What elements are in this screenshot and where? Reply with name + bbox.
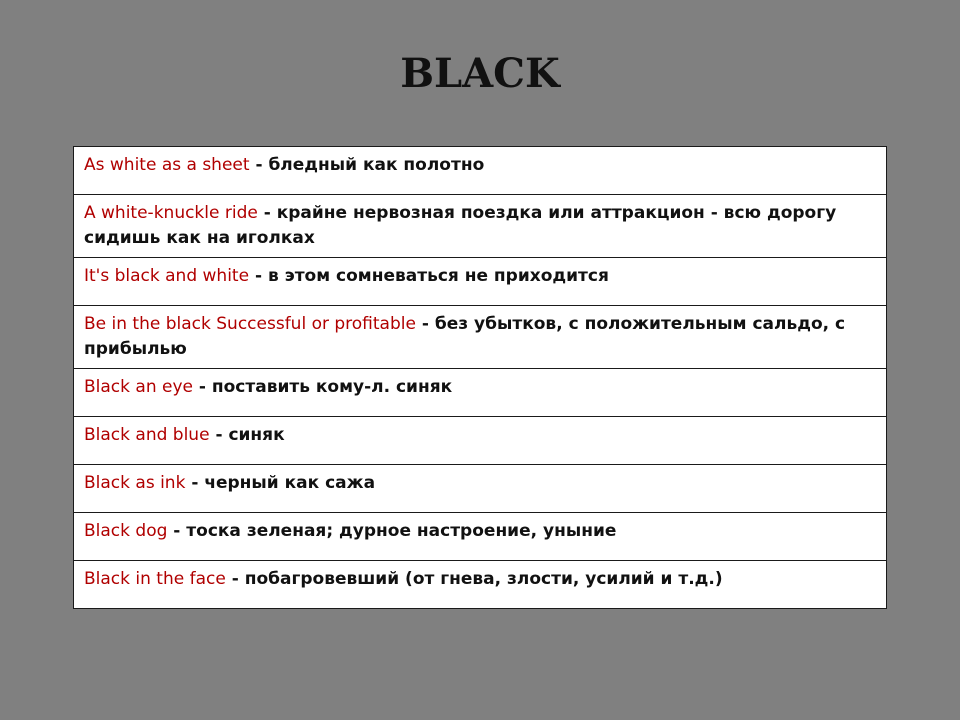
translation-text: - черный как сажа: [185, 473, 376, 493]
idiom-text: Black and blue: [84, 425, 210, 445]
translation-text: - синяк: [209, 425, 285, 445]
idiom-text: Black dog: [84, 521, 168, 541]
table-cell: [74, 195, 887, 258]
translation-text: - бледный как полотно: [249, 155, 485, 175]
translation-text: - побагровевший (от гнева, злости, усилий и т.д.): [225, 569, 723, 589]
table-cell: [74, 258, 887, 306]
translation-text: - крайне нервозная поездка или аттракцион - всю дорогу сидишь как на иголках: [84, 203, 837, 248]
table-row: [74, 195, 887, 258]
table-row: [74, 513, 887, 561]
table-cell: [74, 369, 887, 417]
idiom-text: As white as a sheet: [84, 155, 250, 175]
table-cell: [74, 561, 887, 609]
table-row: [74, 417, 887, 465]
slide-title: BLACK: [400, 50, 560, 97]
idiom-text: A white-knuckle ride: [84, 203, 258, 223]
table-row: [74, 561, 887, 609]
idiom-text: Black as ink: [84, 473, 186, 493]
table-cell: [74, 465, 887, 513]
table-cell: [74, 417, 887, 465]
table-cell: [74, 147, 887, 195]
idiom-text: It's black and white: [84, 266, 250, 286]
translation-text: - поставить кому-л. синяк: [192, 377, 453, 397]
translation-text: - в этом сомневаться не приходится: [249, 266, 609, 286]
table-cell: [74, 306, 887, 369]
table-row: [74, 258, 887, 306]
idiom-text: Black in the face: [84, 569, 226, 589]
translation-text: - без убытков, с положительным сальдо, с прибылью: [84, 314, 846, 359]
table-row: [74, 465, 887, 513]
table-row: [74, 147, 887, 195]
idiom-text: Black an eye: [84, 377, 193, 397]
translation-text: - тоска зеленая; дурное настроение, уныние: [167, 521, 617, 541]
idioms-table: [73, 146, 887, 609]
table-row: [74, 306, 887, 369]
idiom-text: Be in the black Successful or profitable: [84, 314, 416, 334]
table-cell: [74, 513, 887, 561]
table-row: [74, 369, 887, 417]
